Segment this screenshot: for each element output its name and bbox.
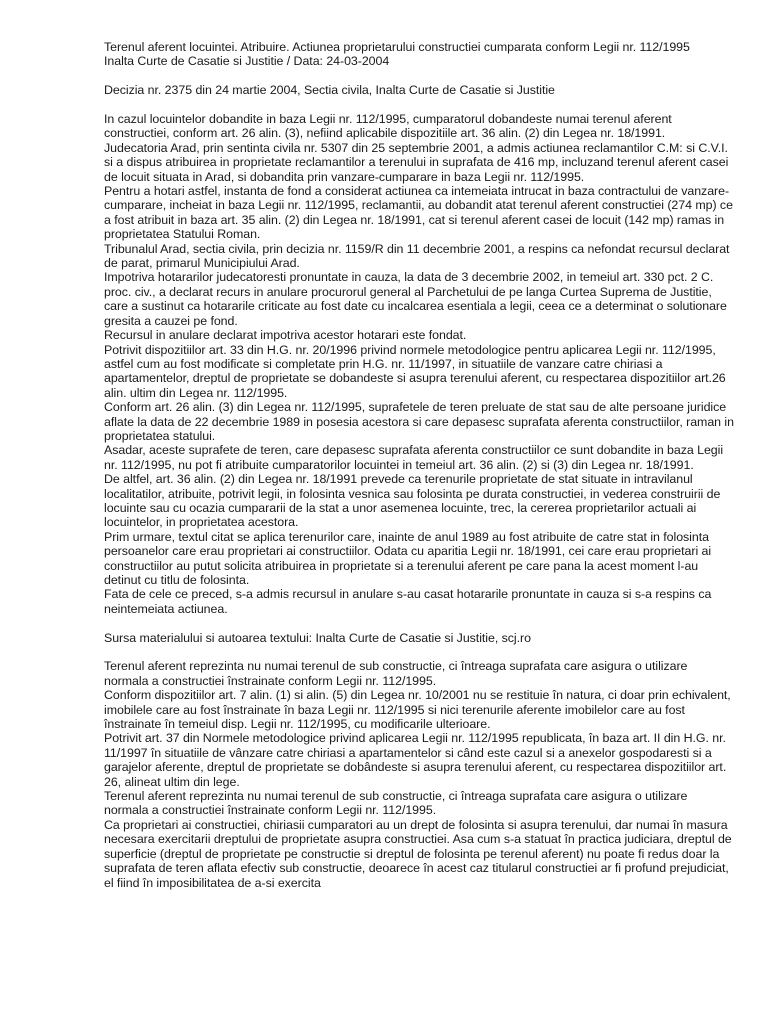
commentary-paragraph: Conform dispozitiilor art. 7 alin. (1) si alin. (5) din Legea nr. 10/2001 nu se restituie în natura, ci doar prin echivalent, imobilele care au fost înstrainate în baza Legii nr. 112/1995 si nici terenurile aferente imobilelor care au fost înstrainate în temeiul disp. Legii nr. 112/1995, cu modificarile ulterioare. [104, 688, 731, 732]
document-page [104, 40, 734, 890]
document-title: Terenul aferent locuintei. Atribuire. Actiunea proprietarului constructiei cumparata conform Legii nr. 112/1995 [104, 40, 690, 54]
spacer [104, 616, 734, 630]
commentary-paragraph: Terenul aferent reprezinta nu numai terenul de sub constructie, ci întreaga suprafata care asigura o utilizare normala a constructiei înstrainate conform Legii nr. 112/1995. [104, 789, 688, 818]
decision-reference: Decizia nr. 2375 din 24 martie 2004, Sectia civila, Inalta Curte de Casatie si Justitie [104, 83, 555, 98]
body-paragraph: Asadar, aceste suprafete de teren, care depasesc suprafata aferenta constructiilor ce sunt dobandite in baza Legii nr. 112/1995, nu pot fi atribuite cumparatorilor locuintei in temeiul art. 36 alin. (2) si (3) din Legea nr. 18/1991. [104, 443, 724, 472]
spacer [104, 645, 734, 659]
source-note: Sursa materialului si autoarea textului: Inalta Curte de Casatie si Justitie, scj.ro [104, 630, 531, 645]
body-paragraph: Recursul in anulare declarat impotriva acestor hotarari este fondat. [104, 328, 467, 343]
body-paragraph: De altfel, art. 36 alin. (2) din Legea nr. 18/1991 prevede ca terenurile proprietate de stat situate in intravilanul localitatilor, atribuite, potrivit legii, in folosinta vesnica sau folosinta pe durata constructiei, in vederea construirii de locuinte sau cu ocazia cumpararii de la stat a unor asemenea locuinte, trec, la cererea proprietarilor actuali ai locuintelor, in proprietatea acestora. [104, 472, 721, 530]
body-paragraph: Fata de cele ce preced, s-a admis recursul in anulare s-au casat hotararile pronuntate in cauza si s-a respins ca neintemeiata actiunea. [104, 587, 712, 616]
body-paragraph: Conform art. 26 alin. (3) din Legea nr. 112/1995, suprafetele de teren preluate de stat sau de alte persoane juridice aflate la data de 22 decembrie 1989 in posesia acestora si care depasesc suprafata aferenta constructiilor, raman in proprietatea statului. [104, 400, 734, 443]
spacer [104, 69, 734, 83]
commentary-paragraph: Terenul aferent reprezinta nu numai terenul de sub constructie, ci întreaga suprafata care asigura o utilizare normala a constructiei înstrainate conform Legii nr. 112/1995. [104, 659, 688, 688]
body-paragraph: Impotriva hotararilor judecatoresti pronuntate in cauza, la data de 3 decembrie 2002, in temeiul art. 330 pct. 2 C. proc. civ., a declarat recurs in anulare procurorul general al Parchetului de pe langa Curtea Suprema de Justitie, care a sustinut ca hotararile criticate au fost date cu incalcarea esentiala a legii, ceea ce a determinat o solutionare gresita a cauzei pe fond. [104, 270, 727, 328]
body-paragraph: In cazul locuintelor dobandite in baza Legii nr. 112/1995, cumparatorul dobandeste numai terenul aferent constructiei, conform art. 26 alin. (3), nefiind aplicabile dispozitiile art. 36 alin. (2) din Legea nr. 18/1991. [104, 112, 672, 141]
court-and-date: Inalta Curte de Casatie si Justitie / Data: 24-03-2004 [104, 54, 390, 69]
decision-body [104, 112, 734, 616]
spacer [104, 98, 734, 112]
commentary-paragraph: Potrivit art. 37 din Normele metodologice privind aplicarea Legii nr. 112/1995 republicata, în baza art. II din H.G. nr. 11/1997 în situatiile de vânzare catre chiriasi a apartamentelor si când este cazul si a anexelor gospodaresti si a garajelor aferente, dreptul de proprietate se dobândeste si asupra terenului aferent, cu respectarea dispozitiilor art. 26, alineat ultim din lege. [104, 731, 727, 789]
body-paragraph: Potrivit dispozitiilor art. 33 din H.G. nr. 20/1996 privind normele metodologice pentru aplicarea Legii nr. 112/1995, astfel cum au fost modificate si completate prin H.G. nr. 11/1997, in situatiile de vanzare catre chiriasi a apartamentelor, dreptul de proprietate se dobandeste si asupra terenului aferent, cu respectarea dispozitiilor art.26 alin. ultim din Legea nr. 112/1995. [104, 342, 726, 400]
document-header [104, 40, 734, 69]
decision-reference-block [104, 83, 734, 97]
body-paragraph: Tribunalul Arad, sectia civila, prin decizia nr. 1159/R din 11 decembrie 2001, a respins ca nefondat recursul declarat de parat, primarul Municipiului Arad. [104, 241, 730, 271]
source-block [104, 631, 734, 645]
body-paragraph: Pentru a hotari astfel, instanta de fond a considerat actiunea ca intemeiata intrucat in baza contractului de vanzare-cumparare, incheiat in baza Legii nr. 112/1995, reclamantii, au dobandit atat terenul aferent constructiei (274 mp) ce a fost atribuit in baza art. 35 alin. (2) din Legea nr. 18/1991, cat si terenul aferent casei de locuit (142 mp) ramas in proprietatea Statului Roman. [104, 184, 733, 242]
commentary-paragraph: Ca proprietari ai constructiei, chiriasii cumparatori au un drept de folosinta si asupra terenului, dar numai în masura necesara exercitarii dreptului de proprietate asupra constructiei. Asa cum s-a statuat în practica judiciara, dreptul de superficie (dreptul de proprietate pe constructie si dreptul de folosinta pe terenul aferent) nu poate fi redus doar la suprafata de teren aflata efectiv sub constructie, deoarece în acest caz titularul constructiei ar fi profund prejudiciat, el fiind în imposibilitatea de a-si exercita [104, 817, 732, 890]
body-paragraph: Prim urmare, textul citat se aplica terenurilor care, inainte de anul 1989 au fost atribuite de catre stat in folosinta persoanelor care erau proprietari ai constructiilor. Odata cu aparitia Legii nr. 18/1991, cei care erau proprietari ai constructiilor au putut solicita atribuirea in proprietate si a terenului aferent pe care pana la acest moment l-au detinut cu titlu de folosinta. [104, 529, 712, 587]
commentary-body [104, 659, 734, 890]
body-paragraph: Judecatoria Arad, prin sentinta civila nr. 5307 din 25 septembrie 2001, a admis actiunea reclamantilor C.M: si C.V.I. si a dispus atribuirea in proprietate reclamantilor a terenului in suprafata de 416 mp, incluzand terenul aferent casei de locuit situata in Arad, si dobandita prin vanzare-cumparare in baza Legii nr. 112/1995. [104, 140, 729, 184]
